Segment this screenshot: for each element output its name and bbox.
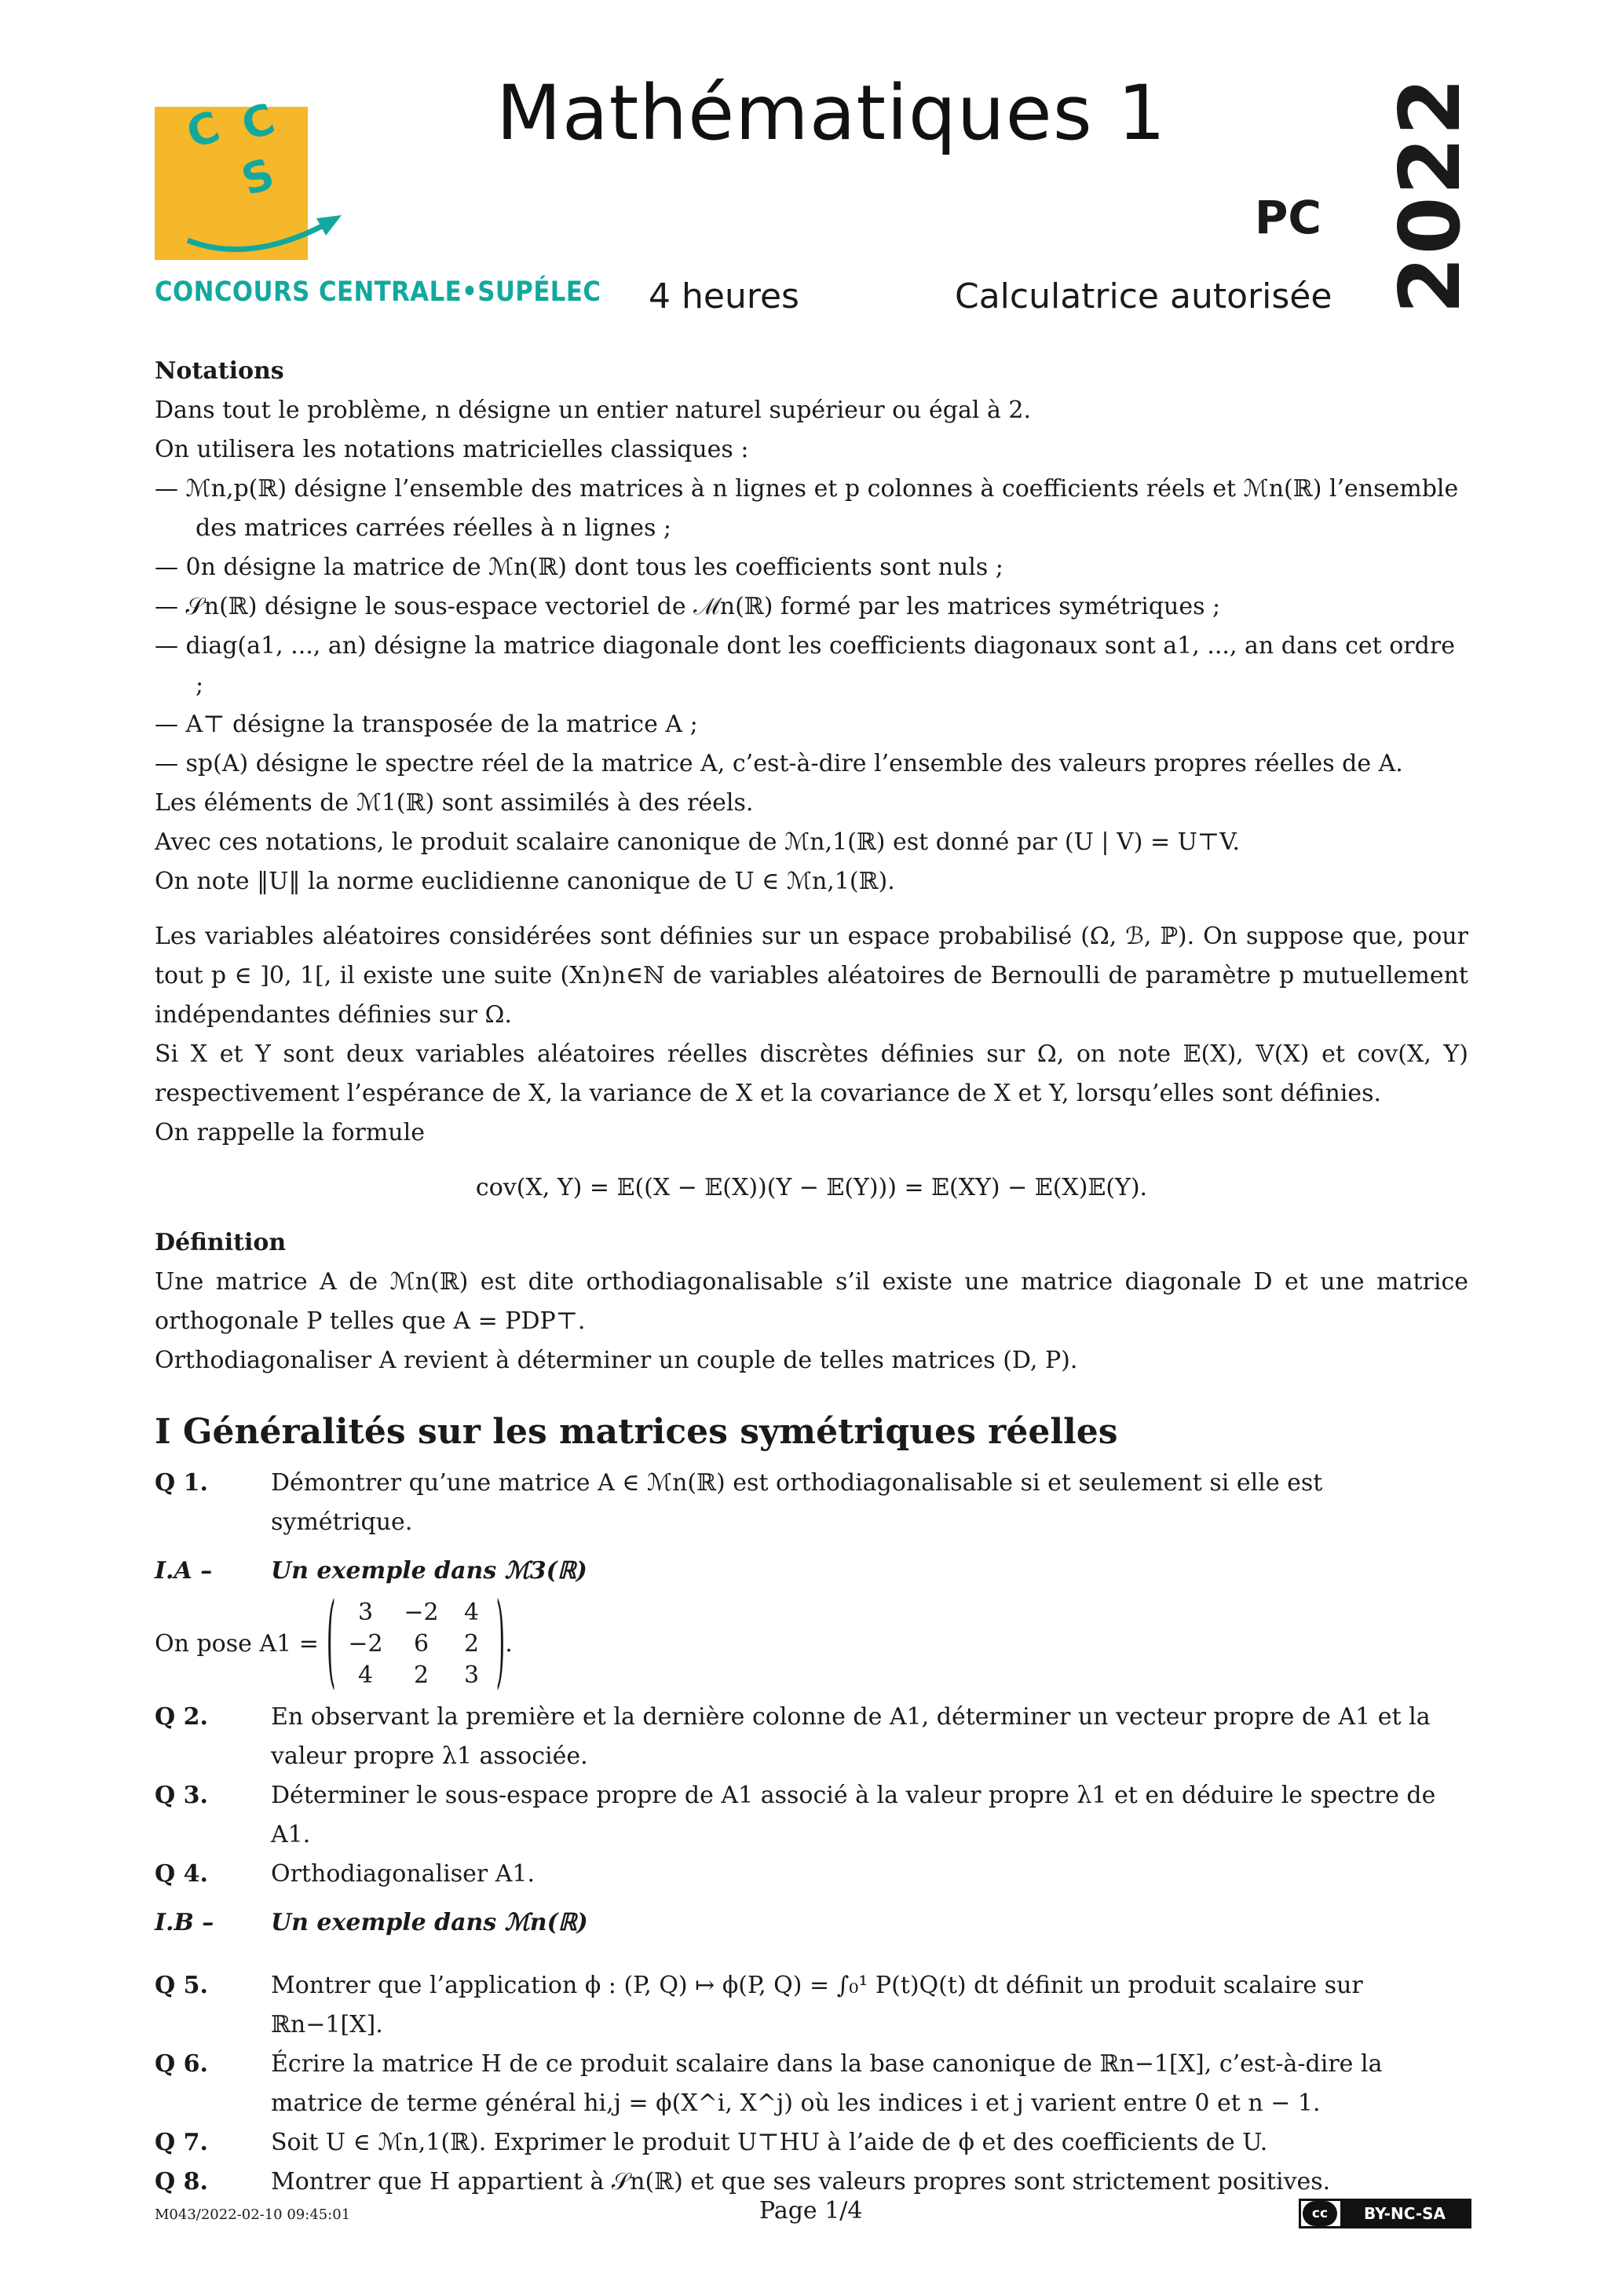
notation-item: — A⊤ désigne la transposée de la matrice A ; xyxy=(155,711,698,738)
question-8 xyxy=(155,2163,1468,2202)
notations-p1: Dans tout le problème, n désigne un entier naturel supérieur ou égal à 2. xyxy=(155,397,1032,424)
question-label: Q 7. xyxy=(155,2129,208,2156)
matrix-cell: 6 xyxy=(414,1630,430,1658)
matrix-cell: 4 xyxy=(464,1599,480,1626)
subsection-title: Un exemple dans ℳ3(ℝ) xyxy=(271,1557,587,1585)
notations-p3: Les éléments de ℳ1(ℝ) sont assimilés à des réels. xyxy=(155,789,754,817)
notation-item: — 𝒮n(ℝ) désigne le sous-espace vectoriel de ℳn(ℝ) formé par les matrices symétriques ; xyxy=(155,593,1221,620)
creative-commons-icon: cc xyxy=(1303,2201,1337,2226)
question-label: Q 3. xyxy=(155,1782,208,1809)
matrix-cell: 3 xyxy=(464,1662,480,1689)
license-text: BY-NC-SA xyxy=(1340,2201,1469,2226)
question-text: Démontrer qu’une matrice A ∈ ℳn(ℝ) est orthodiagonalisable si et seulement si elle est symétrique. xyxy=(271,1469,1323,1536)
notations-p5: On note ‖U‖ la norme euclidienne canonique de U ∈ ℳn,1(ℝ). xyxy=(155,868,895,895)
document-body xyxy=(155,352,1468,2202)
question-label: Q 5. xyxy=(155,1972,208,1999)
question-4 xyxy=(155,1855,1468,1894)
exam-duration: 4 heures xyxy=(649,276,799,316)
subsection-b xyxy=(155,1903,1468,1943)
notations-p6: Les variables aléatoires considérées sont définies sur un espace probabilisé (Ω, ℬ, ℙ). On suppose que, pour tout p ∈ ]0, 1[, il existe une suite (Xn)n∈ℕ de variables aléatoires de Bernoulli de paramètre p mutuellement indépendantes définies sur Ω. xyxy=(155,923,1468,1029)
question-5 xyxy=(155,1966,1468,2045)
matrix-end: . xyxy=(505,1630,513,1658)
question-text: Soit U ∈ ℳn,1(ℝ). Exprimer le produit U⊤HU à l’aide de ϕ et des coefficients de U. xyxy=(271,2129,1268,2156)
left-paren: ( xyxy=(326,1583,336,1702)
matrix-grid xyxy=(339,1597,493,1691)
question-text: Montrer que H appartient à 𝒮n(ℝ) et que ses valeurs propres sont strictement positives. xyxy=(271,2168,1331,2195)
matrix-cell: 2 xyxy=(414,1662,430,1689)
notation-item: — 0n désigne la matrice de ℳn(ℝ) dont tous les coefficients sont nuls ; xyxy=(155,554,1003,581)
question-label: Q 2. xyxy=(155,1703,208,1731)
exam-year: 2022 xyxy=(1382,75,1479,314)
notations-p7: Si X et Y sont deux variables aléatoires réelles discrètes définies sur Ω, on note 𝔼(X), 𝕍(X) et cov(X, Y) respectivement l’espérance de X, la variance de X et la covariance de X et Y, lorsqu’elles sont définies. xyxy=(155,1040,1468,1107)
document-code: M043/2022-02-10 09:45:01 xyxy=(155,2206,351,2223)
notation-item: — diag(a1, ..., an) désigne la matrice diagonale dont les coefficients diagonaux sont a1, ..., an dans cet ordre ; xyxy=(155,632,1455,699)
matrix-a1 xyxy=(155,1583,1468,1702)
notations-heading: Notations xyxy=(155,357,284,385)
subsection-title: Un exemple dans ℳn(ℝ) xyxy=(271,1909,588,1936)
definition-heading: Définition xyxy=(155,1229,287,1256)
license-badge xyxy=(1299,2199,1471,2228)
subsection-label: I.A – xyxy=(155,1557,213,1585)
question-text: Montrer que l’application ϕ : (P, Q) ↦ ϕ(P, Q) = ∫₀¹ P(t)Q(t) dt définit un produit scalaire sur ℝn−1[X]. xyxy=(271,1972,1363,2038)
covariance-formula: cov(X, Y) = 𝔼((X − 𝔼(X))(Y − 𝔼(Y))) = 𝔼(XY) − 𝔼(X)𝔼(Y). xyxy=(475,1174,1148,1201)
notations-p4: Avec ces notations, le produit scalaire canonique de ℳn,1(ℝ) est donné par (U | V) = U⊤V. xyxy=(155,828,1241,856)
question-label: Q 4. xyxy=(155,1860,208,1888)
question-text: En observant la première et la dernière colonne de A1, déterminer un vecteur propre de A1 et la valeur propre λ1 associée. xyxy=(271,1703,1431,1770)
right-paren: ) xyxy=(495,1583,506,1702)
organization-name: CONCOURS CENTRALE•SUPÉLEC xyxy=(155,276,601,308)
exam-title: Mathématiques 1 xyxy=(496,69,1167,157)
logo-letter-c2: C xyxy=(236,93,281,151)
page-number: Page 1/4 xyxy=(759,2197,863,2225)
matrix-cell: −2 xyxy=(348,1630,383,1658)
logo xyxy=(155,93,308,260)
matrix-cell: −2 xyxy=(404,1599,439,1626)
question-text: Écrire la matrice H de ce produit scalaire dans la base canonique de ℝn−1[X], c’est-à-dire la matrice de terme général hi,j = ϕ(X^i, X^j) où les indices i et j varient entre 0 et n − 1. xyxy=(271,2050,1383,2117)
logo-letter-s: S xyxy=(236,148,280,206)
question-1 xyxy=(155,1464,1468,1542)
section-title: I Généralités sur les matrices symétriques réelles xyxy=(155,1412,1118,1452)
notations-p2: On utilisera les notations matricielles classiques : xyxy=(155,436,749,463)
calculator-note: Calculatrice autorisée xyxy=(955,276,1332,316)
matrix-cell: 2 xyxy=(464,1630,480,1658)
question-7 xyxy=(155,2123,1468,2163)
matrix-intro: On pose A1 = xyxy=(155,1630,319,1658)
matrix-cell: 4 xyxy=(358,1662,374,1689)
definition-p2: Orthodiagonaliser A revient à déterminer un couple de telles matrices (D, P). xyxy=(155,1347,1078,1374)
question-3 xyxy=(155,1776,1468,1855)
logo-letter-c1: C xyxy=(181,101,226,159)
notations-p8: On rappelle la formule xyxy=(155,1119,425,1146)
subsection-label: I.B – xyxy=(155,1909,214,1936)
matrix-cell: 3 xyxy=(358,1599,374,1626)
subsection-a xyxy=(155,1552,1468,1591)
question-text: Déterminer le sous-espace propre de A1 associé à la valeur propre λ1 et en déduire le spectre de A1. xyxy=(271,1782,1436,1848)
logo-arrow-icon xyxy=(185,179,345,265)
notation-item: — sp(A) désigne le spectre réel de la matrice A, c’est-à-dire l’ensemble des valeurs propres réelles de A. xyxy=(155,750,1403,777)
question-6 xyxy=(155,2045,1468,2123)
question-label: Q 6. xyxy=(155,2050,208,2078)
question-2 xyxy=(155,1698,1468,1776)
exam-track: PC xyxy=(1254,191,1321,244)
notation-item: — ℳn,p(ℝ) désigne l’ensemble des matrices à n lignes et p colonnes à coefficients réels et ℳn(ℝ) l’ensemble des matrices carrées réelles à n lignes ; xyxy=(155,475,1459,542)
question-label: Q 8. xyxy=(155,2168,208,2195)
question-text: Orthodiagonaliser A1. xyxy=(271,1860,536,1888)
definition-p1: Une matrice A de ℳn(ℝ) est dite orthodiagonalisable s’il existe une matrice diagonale D et une matrice orthogonale P telles que A = PDP⊤. xyxy=(155,1268,1468,1335)
question-label: Q 1. xyxy=(155,1469,208,1497)
